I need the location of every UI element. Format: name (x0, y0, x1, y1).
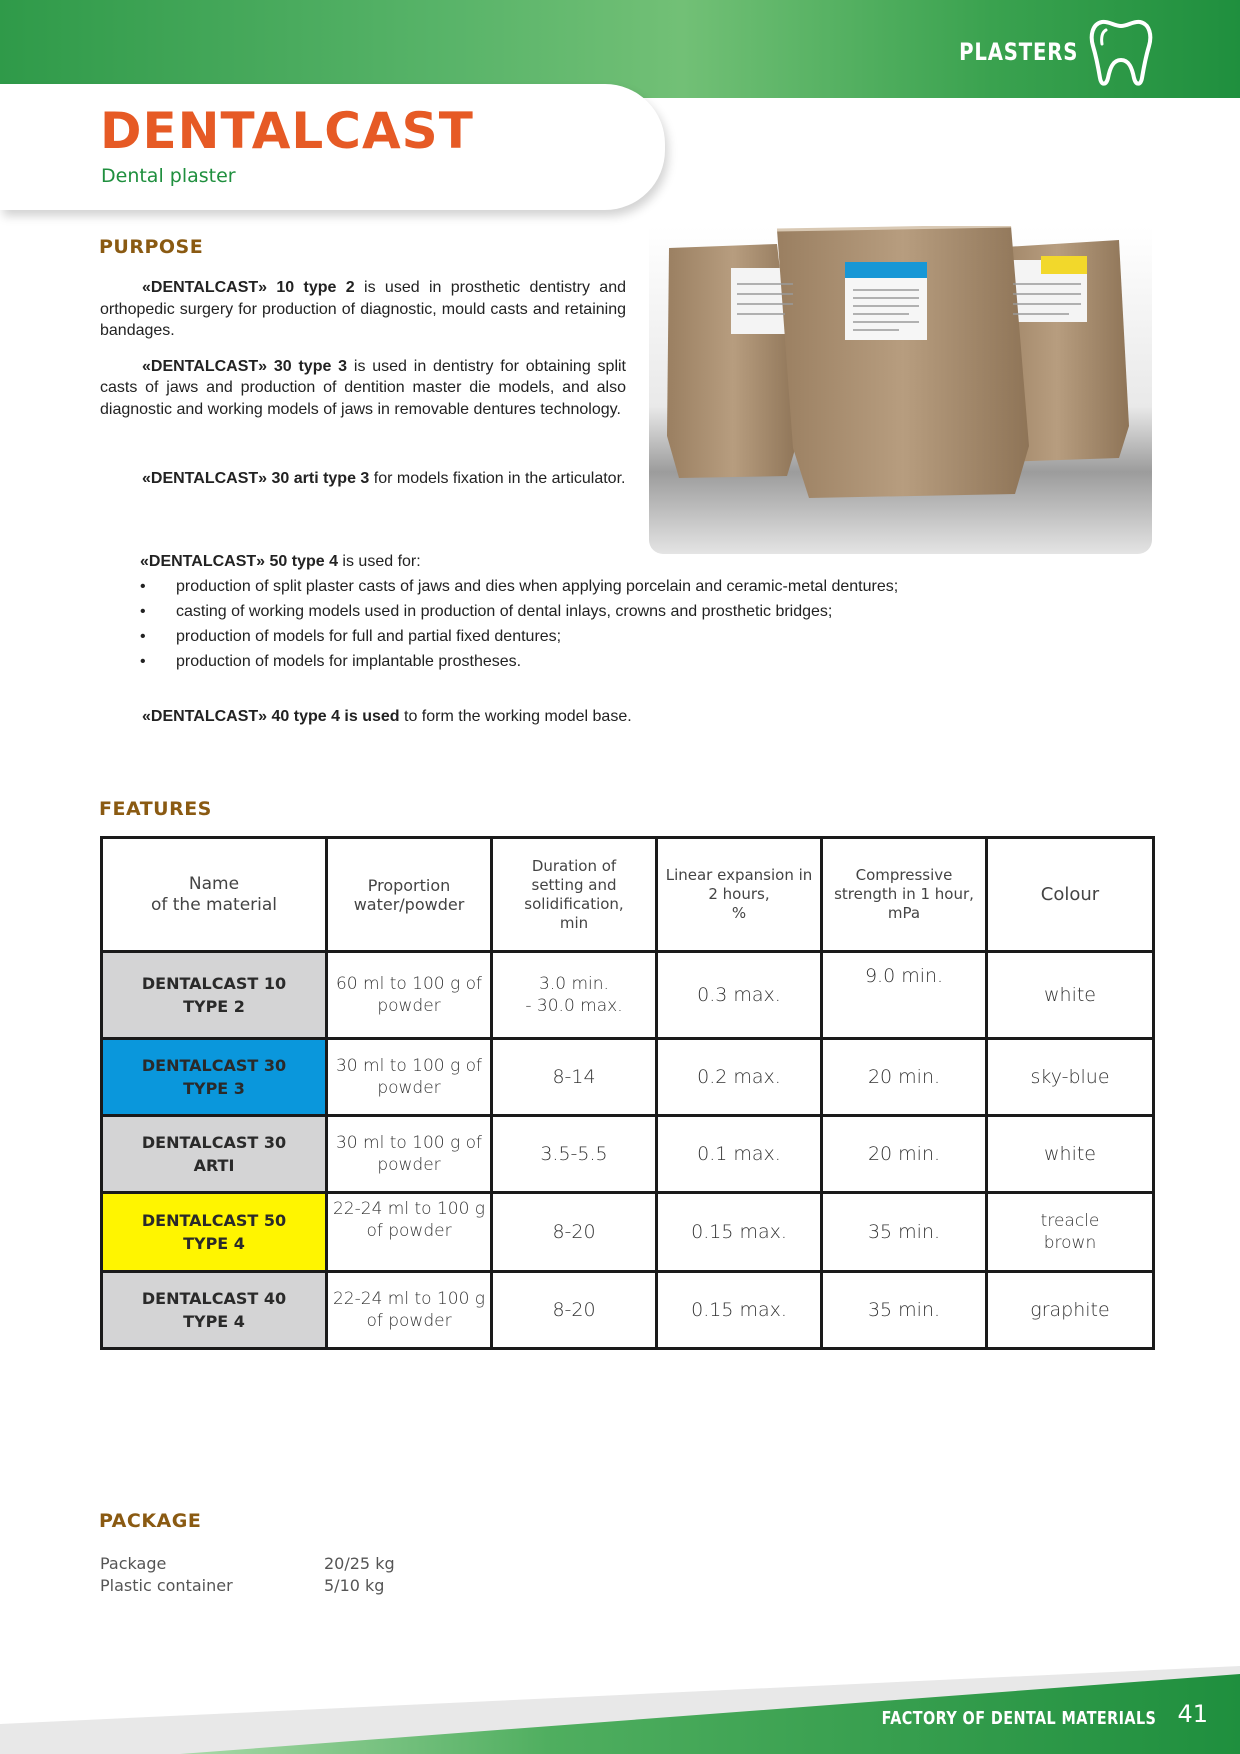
proportion-cell: 22-24 ml to 100 g of powder (327, 1272, 492, 1349)
material-name: DENTALCAST 10 TYPE 2 (102, 952, 327, 1039)
package-label: Package (100, 1554, 167, 1573)
colour-cell: white (987, 1116, 1154, 1193)
column-header-setting: Duration of setting and solidification, min (492, 838, 657, 952)
table-row (102, 1039, 1154, 1116)
purpose-text (100, 277, 626, 504)
strength-cell: 20 min. (822, 1039, 987, 1116)
column-header-proportion: Proportion water/powder (327, 838, 492, 952)
setting-cell: 8-20 (492, 1193, 657, 1272)
product-name: «DENTALCAST» 10 type 2 (142, 279, 355, 296)
package-value: 20/25 kg (324, 1554, 395, 1573)
footer-text: FACTORY OF DENTAL MATERIALS (881, 1708, 1156, 1729)
column-header-colour: Colour (987, 838, 1154, 952)
product-name: «DENTALCAST» 40 type 4 is used (142, 708, 400, 725)
purpose-paragraph-arti (100, 468, 626, 490)
page-number: 41 (1177, 1700, 1208, 1728)
colour-cell: treacle brown (987, 1193, 1154, 1272)
list-item (140, 651, 898, 676)
features-heading: FEATURES (99, 798, 212, 820)
list-item (100, 1553, 395, 1575)
strength-cell: 9.0 min. (822, 952, 987, 1039)
strength-cell: 35 min. (822, 1193, 987, 1272)
package-heading: PACKAGE (99, 1510, 202, 1532)
list-item (140, 576, 898, 601)
setting-cell: 3.0 min. - 30.0 max. (492, 952, 657, 1039)
purpose-heading: PURPOSE (99, 236, 204, 258)
column-header-expansion: Linear expansion in 2 hours, % (657, 838, 822, 952)
features-table (100, 836, 1155, 1350)
material-name: DENTALCAST 30 ARTI (102, 1116, 327, 1193)
list-item (100, 1575, 395, 1597)
expansion-cell: 0.1 max. (657, 1116, 822, 1193)
expansion-cell: 0.15 max. (657, 1272, 822, 1349)
package-list (100, 1553, 395, 1597)
colour-cell: graphite (987, 1272, 1154, 1349)
bullet: • (140, 628, 146, 645)
paragraph-text: is used for: (337, 553, 421, 570)
setting-cell: 3.5-5.5 (492, 1116, 657, 1193)
section-tag: PLASTERS (958, 38, 1078, 66)
expansion-cell: 0.15 max. (657, 1193, 822, 1272)
list-item (140, 601, 898, 626)
strength-cell: 35 min. (822, 1272, 987, 1349)
list-item-text: production of models for full and partial fixed dentures; (176, 628, 562, 645)
list-item-text: casting of working models used in production of dental inlays, crowns and prosthetic bridges; (176, 603, 833, 620)
table-row (102, 1193, 1154, 1272)
purpose-paragraph-type3 (100, 356, 626, 421)
proportion-cell: 60 ml to 100 g of powder (327, 952, 492, 1039)
bullet: • (140, 603, 146, 620)
table-row (102, 952, 1154, 1039)
table-header-row (102, 838, 1154, 952)
product-name: «DENTALCAST» 50 type 4 (140, 553, 338, 570)
proportion-cell: 30 ml to 100 g of powder (327, 1116, 492, 1193)
strength-cell: 20 min. (822, 1116, 987, 1193)
table-row (102, 1116, 1154, 1193)
setting-cell: 8-20 (492, 1272, 657, 1349)
paragraph-text: is used in dentistry for obtaining split casts of jaws and production of dentition master die models, and also diagnostic and working models of jaws in removable dentures technology. (100, 357, 626, 418)
column-header-name: Name of the material (102, 838, 327, 952)
material-name: DENTALCAST 50 TYPE 4 (102, 1193, 327, 1272)
package-label: Plastic container (100, 1576, 233, 1595)
material-name: DENTALCAST 40 TYPE 4 (102, 1272, 327, 1349)
page-title: DENTALCAST (100, 102, 474, 160)
bullet: • (140, 653, 146, 670)
bullet: • (140, 578, 146, 595)
paragraph-text: for models fixation in the articulator. (369, 470, 626, 487)
proportion-cell: 30 ml to 100 g of powder (327, 1039, 492, 1116)
colour-cell: white (987, 952, 1154, 1039)
expansion-cell: 0.3 max. (657, 952, 822, 1039)
tooth-icon (1088, 18, 1154, 88)
material-name: DENTALCAST 30 TYPE 3 (102, 1039, 327, 1116)
column-header-strength: Compressive strength in 1 hour, mPa (822, 838, 987, 952)
product-name: «DENTALCAST» 30 type 3 (142, 357, 348, 375)
purpose-paragraph-type2 (100, 277, 626, 342)
package-value: 5/10 kg (324, 1576, 385, 1595)
table-row (102, 1272, 1154, 1349)
list-item-text: production of models for implantable prostheses. (176, 653, 522, 670)
setting-cell: 8-14 (492, 1039, 657, 1116)
list-item-text: production of split plaster casts of jaws and dies when applying porcelain and ceramic-metal dentures; (176, 578, 899, 595)
uses-list (140, 576, 898, 676)
proportion-cell: 22-24 ml to 100 g of powder (327, 1193, 492, 1272)
plaster-bags-photo (649, 226, 1152, 554)
list-item (140, 626, 898, 651)
colour-cell: sky-blue (987, 1039, 1154, 1116)
product-name: «DENTALCAST» 30 arti type 3 (142, 470, 370, 487)
paragraph-text: is used in prosthetic dentistry and orthopedic surgery for production of diagnostic, mould casts and retaining bandages. (100, 279, 627, 339)
expansion-cell: 0.2 max. (657, 1039, 822, 1116)
page-subtitle: Dental plaster (101, 165, 236, 187)
paragraph-text: to form the working model base. (399, 708, 632, 725)
purpose-paragraph-type4 (140, 553, 421, 571)
purpose-paragraph-type4-40 (142, 708, 632, 726)
